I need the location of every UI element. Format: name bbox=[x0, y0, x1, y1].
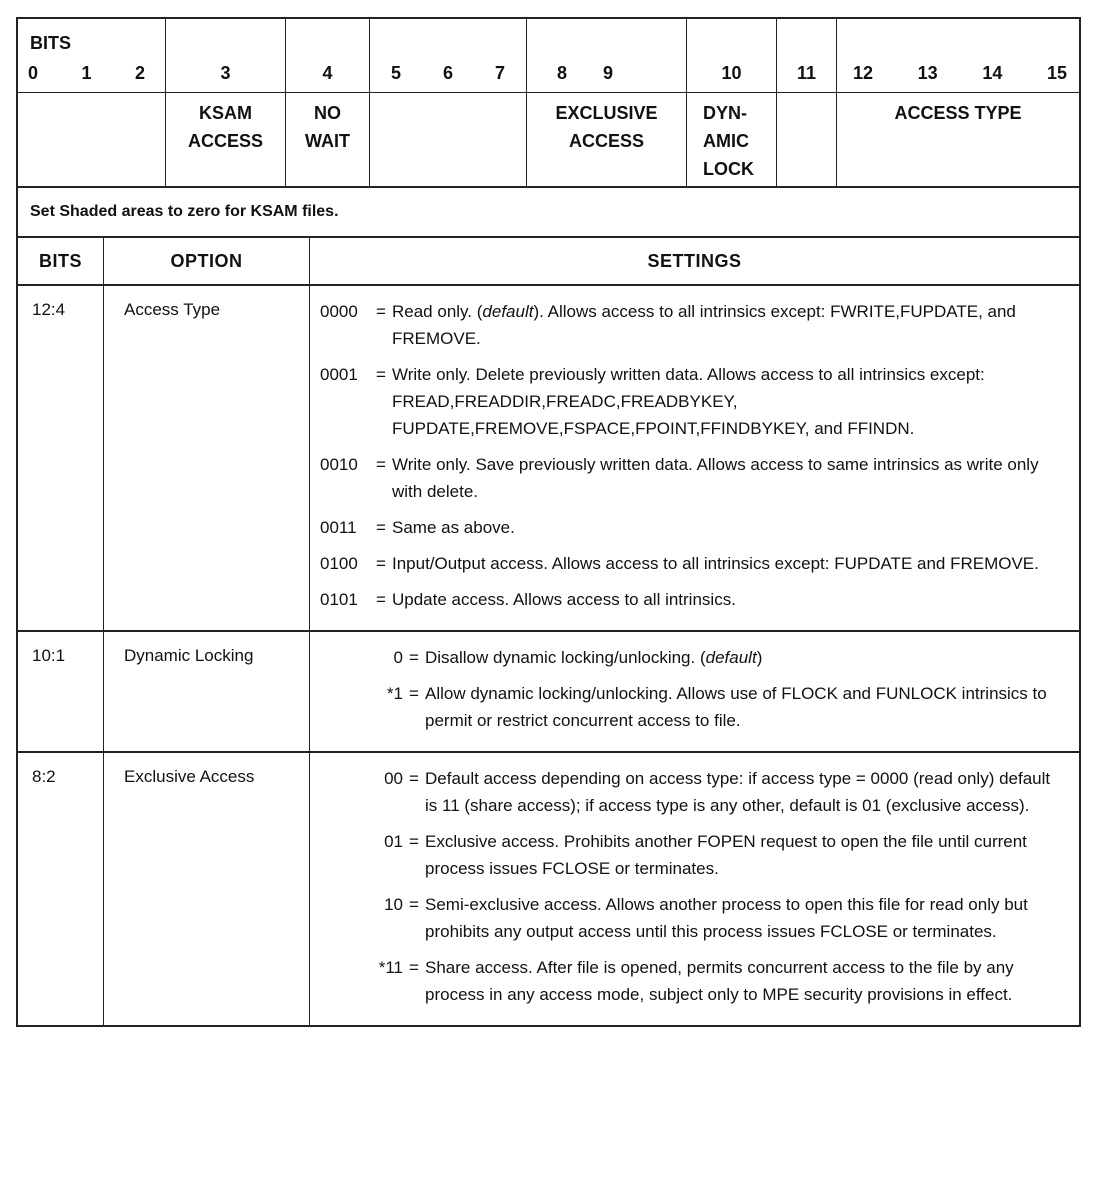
setting-description: Write only. Delete previously written data. Allows access to all intrinsics except: FREAD,FREADDIR,FREADC,FREADBYKEY, FUPDATE,FREMOVE,FSPACE,FPOINT,FFINDBYKEY, and FFINDN. bbox=[392, 365, 985, 438]
setting-code: 01 bbox=[384, 832, 403, 851]
setting-item bbox=[318, 828, 1061, 882]
row-bits: 8:2 bbox=[18, 753, 104, 1025]
bit-number: 0 bbox=[28, 63, 39, 83]
setting-description: Write only. Save previously written data. Allows access to same intrinsics as write only with delete. bbox=[392, 455, 1039, 501]
setting-code: 0010 bbox=[320, 455, 358, 474]
setting-code: 0000 bbox=[320, 302, 358, 321]
setting-code: 0001 bbox=[320, 365, 358, 384]
equals-sign: = bbox=[409, 684, 419, 703]
row-settings bbox=[310, 753, 1079, 1025]
bit-number: 4 bbox=[322, 63, 333, 83]
setting-code: *11 bbox=[378, 958, 403, 977]
option-column-header: OPTION bbox=[104, 238, 310, 284]
no-wait-label: NO WAIT bbox=[305, 103, 350, 151]
bit-number: 15 bbox=[1046, 63, 1067, 83]
options-table-header bbox=[18, 238, 1079, 286]
access-type-label: ACCESS TYPE bbox=[894, 103, 1022, 123]
setting-item bbox=[318, 451, 1061, 505]
bit-number: 10 bbox=[721, 63, 742, 83]
setting-description: Same as above. bbox=[392, 518, 515, 537]
setting-code: 0 bbox=[393, 648, 403, 667]
settings-column-header: SETTINGS bbox=[647, 250, 742, 271]
setting-description: Allow dynamic locking/unlocking. Allows use of FLOCK and FUNLOCK intrinsics to permit or restrict concurrent access to file. bbox=[425, 684, 1047, 730]
bit-number: 6 bbox=[442, 63, 453, 83]
setting-code: 0100 bbox=[320, 554, 358, 573]
bit-number: 9 bbox=[603, 63, 614, 83]
table-row bbox=[18, 286, 1079, 632]
bit-number: 7 bbox=[494, 63, 505, 83]
bits-col-10 bbox=[687, 19, 777, 186]
setting-item bbox=[318, 680, 1061, 734]
setting-code: 10 bbox=[384, 895, 403, 914]
equals-sign: = bbox=[376, 302, 386, 321]
setting-item bbox=[318, 298, 1061, 352]
row-option: Access Type bbox=[104, 286, 310, 630]
equals-sign: = bbox=[376, 518, 386, 537]
setting-item bbox=[318, 586, 1061, 613]
bit-options-document bbox=[16, 17, 1081, 1027]
bit-number: 12 bbox=[853, 63, 874, 83]
bits-desc-empty bbox=[370, 93, 526, 186]
equals-sign: = bbox=[409, 958, 419, 977]
setting-code: 0011 bbox=[320, 518, 357, 537]
equals-sign: = bbox=[409, 769, 419, 788]
bits-desc-empty bbox=[18, 93, 165, 186]
bit-number: 2 bbox=[134, 63, 145, 83]
setting-item bbox=[318, 644, 1061, 671]
bit-number: 14 bbox=[982, 63, 1003, 83]
bit-number: 5 bbox=[390, 63, 401, 83]
setting-description: Exclusive access. Prohibits another FOPEN request to open the file until current process issues FCLOSE or terminates. bbox=[425, 832, 1027, 878]
bits-col-12-15 bbox=[837, 19, 1079, 186]
equals-sign: = bbox=[376, 590, 386, 609]
bit-number: 1 bbox=[81, 63, 92, 83]
bit-number: 3 bbox=[220, 63, 231, 83]
bit-number: 11 bbox=[796, 63, 817, 83]
equals-sign: = bbox=[409, 648, 419, 667]
setting-description: Input/Output access. Allows access to all intrinsics except: FUPDATE and FREMOVE. bbox=[392, 554, 1039, 573]
ksam-note: Set Shaded areas to zero for KSAM files. bbox=[18, 188, 1079, 238]
bits-col-4 bbox=[286, 19, 370, 186]
bits-col-11 bbox=[777, 19, 837, 186]
equals-sign: = bbox=[376, 365, 386, 384]
equals-sign: = bbox=[376, 554, 386, 573]
row-settings bbox=[310, 632, 1079, 751]
setting-description: Update access. Allows access to all intrinsics. bbox=[392, 590, 736, 609]
row-option: Exclusive Access bbox=[104, 753, 310, 1025]
row-settings bbox=[310, 286, 1079, 630]
exclusive-access-label: EXCLUSIVE ACCESS bbox=[555, 103, 658, 151]
setting-item bbox=[318, 891, 1061, 945]
setting-description: Read only. (default). Allows access to all intrinsics except: FWRITE,FUPDATE, and FREMOVE. bbox=[392, 302, 1016, 348]
bit-field-header bbox=[18, 19, 1079, 188]
bits-col-5-7 bbox=[370, 19, 527, 186]
bits-label: BITS bbox=[30, 33, 72, 53]
bits-col-8-9 bbox=[527, 19, 687, 186]
setting-code: 0101 bbox=[320, 590, 358, 609]
setting-code: *1 bbox=[386, 684, 403, 703]
table-row bbox=[18, 753, 1079, 1025]
equals-sign: = bbox=[409, 895, 419, 914]
ksam-access-label: KSAM ACCESS bbox=[187, 103, 263, 151]
bit-number: 8 bbox=[557, 63, 568, 83]
row-bits: 10:1 bbox=[18, 632, 104, 751]
bits-col-0-2 bbox=[18, 19, 166, 186]
setting-item bbox=[318, 550, 1061, 577]
options-table-body bbox=[18, 286, 1079, 1025]
setting-item bbox=[318, 514, 1061, 541]
dynamic-lock-label: DYN- AMIC LOCK bbox=[703, 103, 754, 179]
row-bits: 12:4 bbox=[18, 286, 104, 630]
row-option: Dynamic Locking bbox=[104, 632, 310, 751]
equals-sign: = bbox=[376, 455, 386, 474]
setting-item bbox=[318, 765, 1061, 819]
setting-description: Share access. After file is opened, permits concurrent access to the file by any process in any access mode, subject only to MPE security provisions in effect. bbox=[425, 958, 1014, 1004]
table-row bbox=[18, 632, 1079, 753]
setting-description: Disallow dynamic locking/unlocking. (default) bbox=[425, 648, 763, 667]
bits-col-3 bbox=[166, 19, 286, 186]
equals-sign: = bbox=[409, 832, 419, 851]
bits-desc-empty bbox=[777, 93, 836, 186]
bits-column-header: BITS bbox=[18, 238, 104, 284]
bit-number: 13 bbox=[917, 63, 938, 83]
setting-item bbox=[318, 954, 1061, 1008]
setting-item bbox=[318, 361, 1061, 442]
setting-code: 00 bbox=[384, 769, 403, 788]
setting-description: Semi-exclusive access. Allows another process to open this file for read only but prohibits any output access until this process issues FCLOSE or terminates. bbox=[425, 895, 1028, 941]
setting-description: Default access depending on access type: if access type = 0000 (read only) default is 11 (share access); if access type is any other, default is 01 (exclusive access). bbox=[425, 769, 1051, 815]
